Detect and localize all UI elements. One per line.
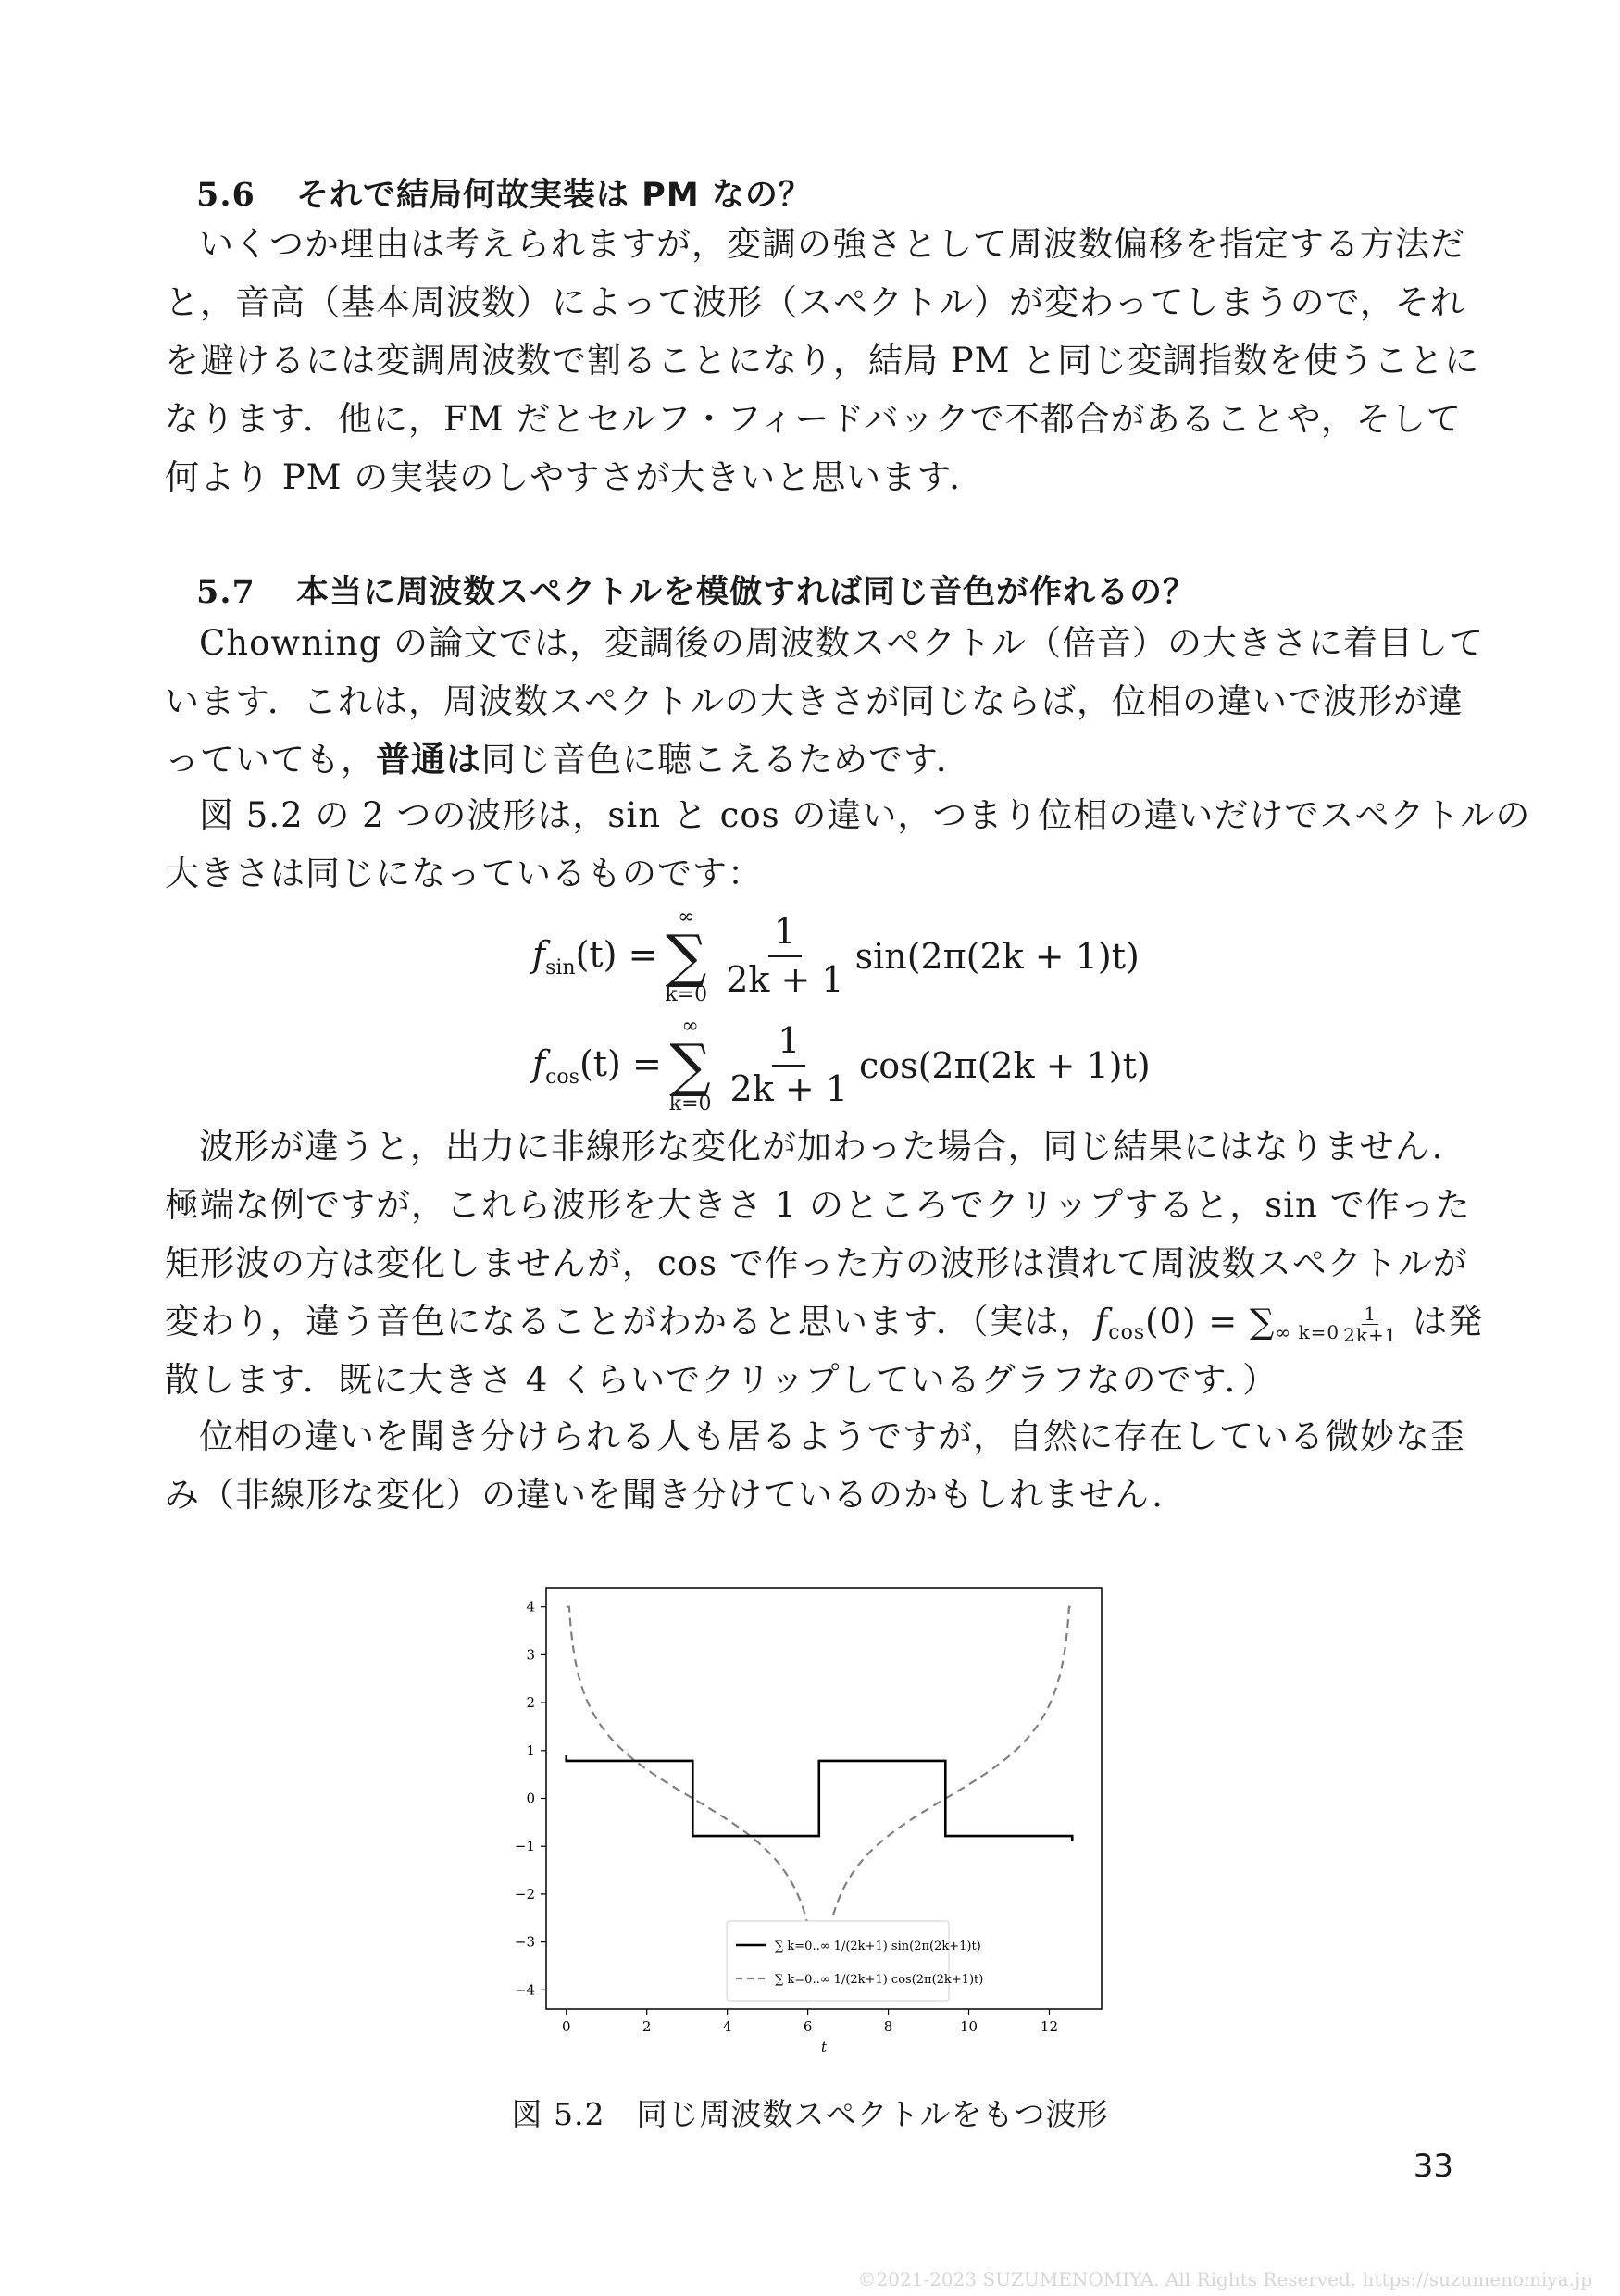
section-heading-5-7: [196, 567, 1196, 613]
text-line: いくつか理由は考えられますが，変調の強さとして周波数偏移を指定する方法だ: [199, 224, 1465, 264]
text-line: 矩形波の方は変化しませんが，cos で作った方の波形は潰れて周波数スペクトルが: [165, 1243, 1468, 1283]
sum-sign: ∑: [669, 1031, 711, 1099]
y-tick-label: −4: [514, 1981, 535, 1999]
fraction-numerator: 1: [772, 1022, 805, 1067]
y-tick-label: 3: [526, 1646, 535, 1664]
text-line: を避けるには変調周波数で割ることになり，結局 PM と同じ変調指数を使うことに: [165, 341, 1480, 381]
text-line: 何より PM の実装のしやすさが大きいと思います．: [165, 457, 985, 497]
emphasis-text: 普通は: [376, 740, 481, 780]
y-tick-label: 0: [526, 1790, 535, 1807]
waveform-chart: [505, 1574, 1134, 2055]
text-line: なります．他に，FM だとセルフ・フィードバックで不都合があることや，そして: [165, 399, 1462, 439]
text-line: [165, 1292, 1484, 1351]
paragraph-5-7-b: [165, 786, 1531, 903]
copyright-footer: ©2021-2023 SUZUMENOMIYA. All Rights Reserved. https://suzumenomiya.jp: [857, 2268, 1592, 2290]
text-line: います．これは，周波数スペクトルの大きさが同じならば，位相の違いで波形が違: [165, 681, 1464, 721]
figure-caption: 図 5.2 同じ周波数スペクトルをもつ波形: [511, 2096, 1109, 2132]
text-line: 図 5.2 の 2 つの波形は，sin と cos の違い，つまり位相の違いだけでスペクトルの: [199, 795, 1531, 835]
sum-sign: ∑: [666, 922, 707, 990]
paragraph-5-7-c: [165, 1117, 1484, 1409]
sum-lower: k=0: [665, 983, 708, 1006]
x-axis-label: t: [820, 2039, 828, 2055]
math-subscript: cos: [545, 1065, 579, 1089]
y-tick-label: −3: [514, 1933, 535, 1951]
text-span: っていても，: [165, 740, 376, 780]
text-line: Chowning の論文では，変調後の周波数スペクトル（倍音）の大きさに着目して: [199, 623, 1485, 663]
x-tick-label: 12: [1040, 2018, 1059, 2035]
section-number: 5.7: [196, 573, 255, 611]
sum-lower: k=0: [668, 1092, 712, 1116]
equation-fcos: [532, 1017, 1151, 1115]
fraction-numerator: 1: [1364, 1303, 1377, 1325]
fraction-numerator: 1: [768, 913, 802, 957]
section-number: 5.6: [196, 176, 255, 214]
text-line: 位相の違いを聞き分けられる人も居るようですが，自然に存在している微妙な歪: [199, 1416, 1465, 1456]
legend-label-cos: ∑ k=0..∞ 1/(2k+1) cos(2π(2k+1)t): [775, 1973, 984, 1987]
fraction-denominator: 2k + 1: [726, 959, 844, 1000]
x-tick-label: 2: [642, 2018, 652, 2035]
math-symbol: f: [532, 1042, 546, 1084]
text-span: は発: [1401, 1302, 1484, 1341]
fraction-denominator: 2k+1: [1343, 1324, 1398, 1346]
y-tick-label: 4: [526, 1598, 535, 1616]
text-span: 変わり，違う音色になることがわかると思います．（実は，: [165, 1302, 1095, 1341]
section-title: 本当に周波数スペクトルを模倣すれば同じ音色が作れるの？: [296, 574, 1197, 611]
text-line: 散します．既に大きさ 4 くらいでクリップしているグラフなのです．）: [165, 1360, 1278, 1400]
text-span: 同じ音色に聴こえるためです．: [481, 740, 972, 780]
section-heading-5-6: [196, 169, 812, 216]
math-text: (t) =: [579, 1042, 662, 1084]
fraction: [725, 1022, 854, 1109]
text-line: 大きさは同じになっているものです：: [165, 854, 763, 893]
x-tick-label: 6: [803, 2018, 813, 2035]
y-tick-label: 2: [526, 1694, 535, 1712]
section-title: それで結局何故実装は PM なの？: [296, 177, 812, 214]
text-line: 極端な例ですが，これら波形を大きさ 1 のところでクリップすると，sin で作った: [165, 1185, 1471, 1225]
x-tick-label: 8: [883, 2018, 893, 2035]
math-text: cos(2π(2k + 1)t): [858, 1045, 1151, 1086]
paragraph-5-6: [165, 215, 1480, 506]
paragraph-5-7-a: [165, 614, 1485, 789]
inline-fraction: [1343, 1304, 1397, 1345]
math-symbol: f: [1094, 1302, 1109, 1341]
y-tick-label: −2: [514, 1885, 535, 1903]
fraction: [720, 913, 849, 1000]
y-tick-label: −1: [514, 1838, 535, 1855]
text-line: [165, 730, 1461, 789]
text-line: 波形が違うと，出力に非線形な変化が加わった場合，同じ結果にはなりません．: [199, 1127, 1467, 1167]
text-line: と，音高（基本周波数）によって波形（スペクトル）が変わってしまうので，それ: [165, 282, 1465, 322]
x-tick-label: 4: [722, 2018, 732, 2035]
legend-label-sin: ∑ k=0..∞ 1/(2k+1) sin(2π(2k+1)t): [775, 1940, 981, 1953]
sum-upper: ∞: [681, 1015, 699, 1038]
y-tick-label: 1: [526, 1741, 535, 1759]
x-tick-label: 10: [959, 2018, 978, 2035]
page-number: 33: [1413, 2148, 1453, 2185]
text-line: み（非線形な変化）の違いを聞き分けているのかもしれません．: [165, 1475, 1188, 1515]
equation-fsin: [532, 907, 1140, 1005]
math-text: sin(2π(2k + 1)t): [854, 936, 1140, 977]
math-symbol: f: [532, 933, 546, 975]
math-subscript: sin: [545, 955, 576, 980]
paragraph-5-7-d: [165, 1407, 1465, 1524]
x-tick-label: 0: [561, 2018, 571, 2035]
math-subscript: cos: [1108, 1321, 1146, 1344]
math-text: (0) = ∑: [1145, 1302, 1276, 1341]
math-text: (t) =: [575, 933, 658, 975]
legend-box: [727, 1921, 949, 2001]
fraction-denominator: 2k + 1: [729, 1068, 848, 1109]
sum-limits: ∞ k=0: [1275, 1321, 1340, 1343]
summation: [665, 907, 707, 1005]
sum-upper: ∞: [678, 905, 695, 929]
inline-formula: [1094, 1302, 1340, 1344]
summation: [669, 1017, 712, 1115]
